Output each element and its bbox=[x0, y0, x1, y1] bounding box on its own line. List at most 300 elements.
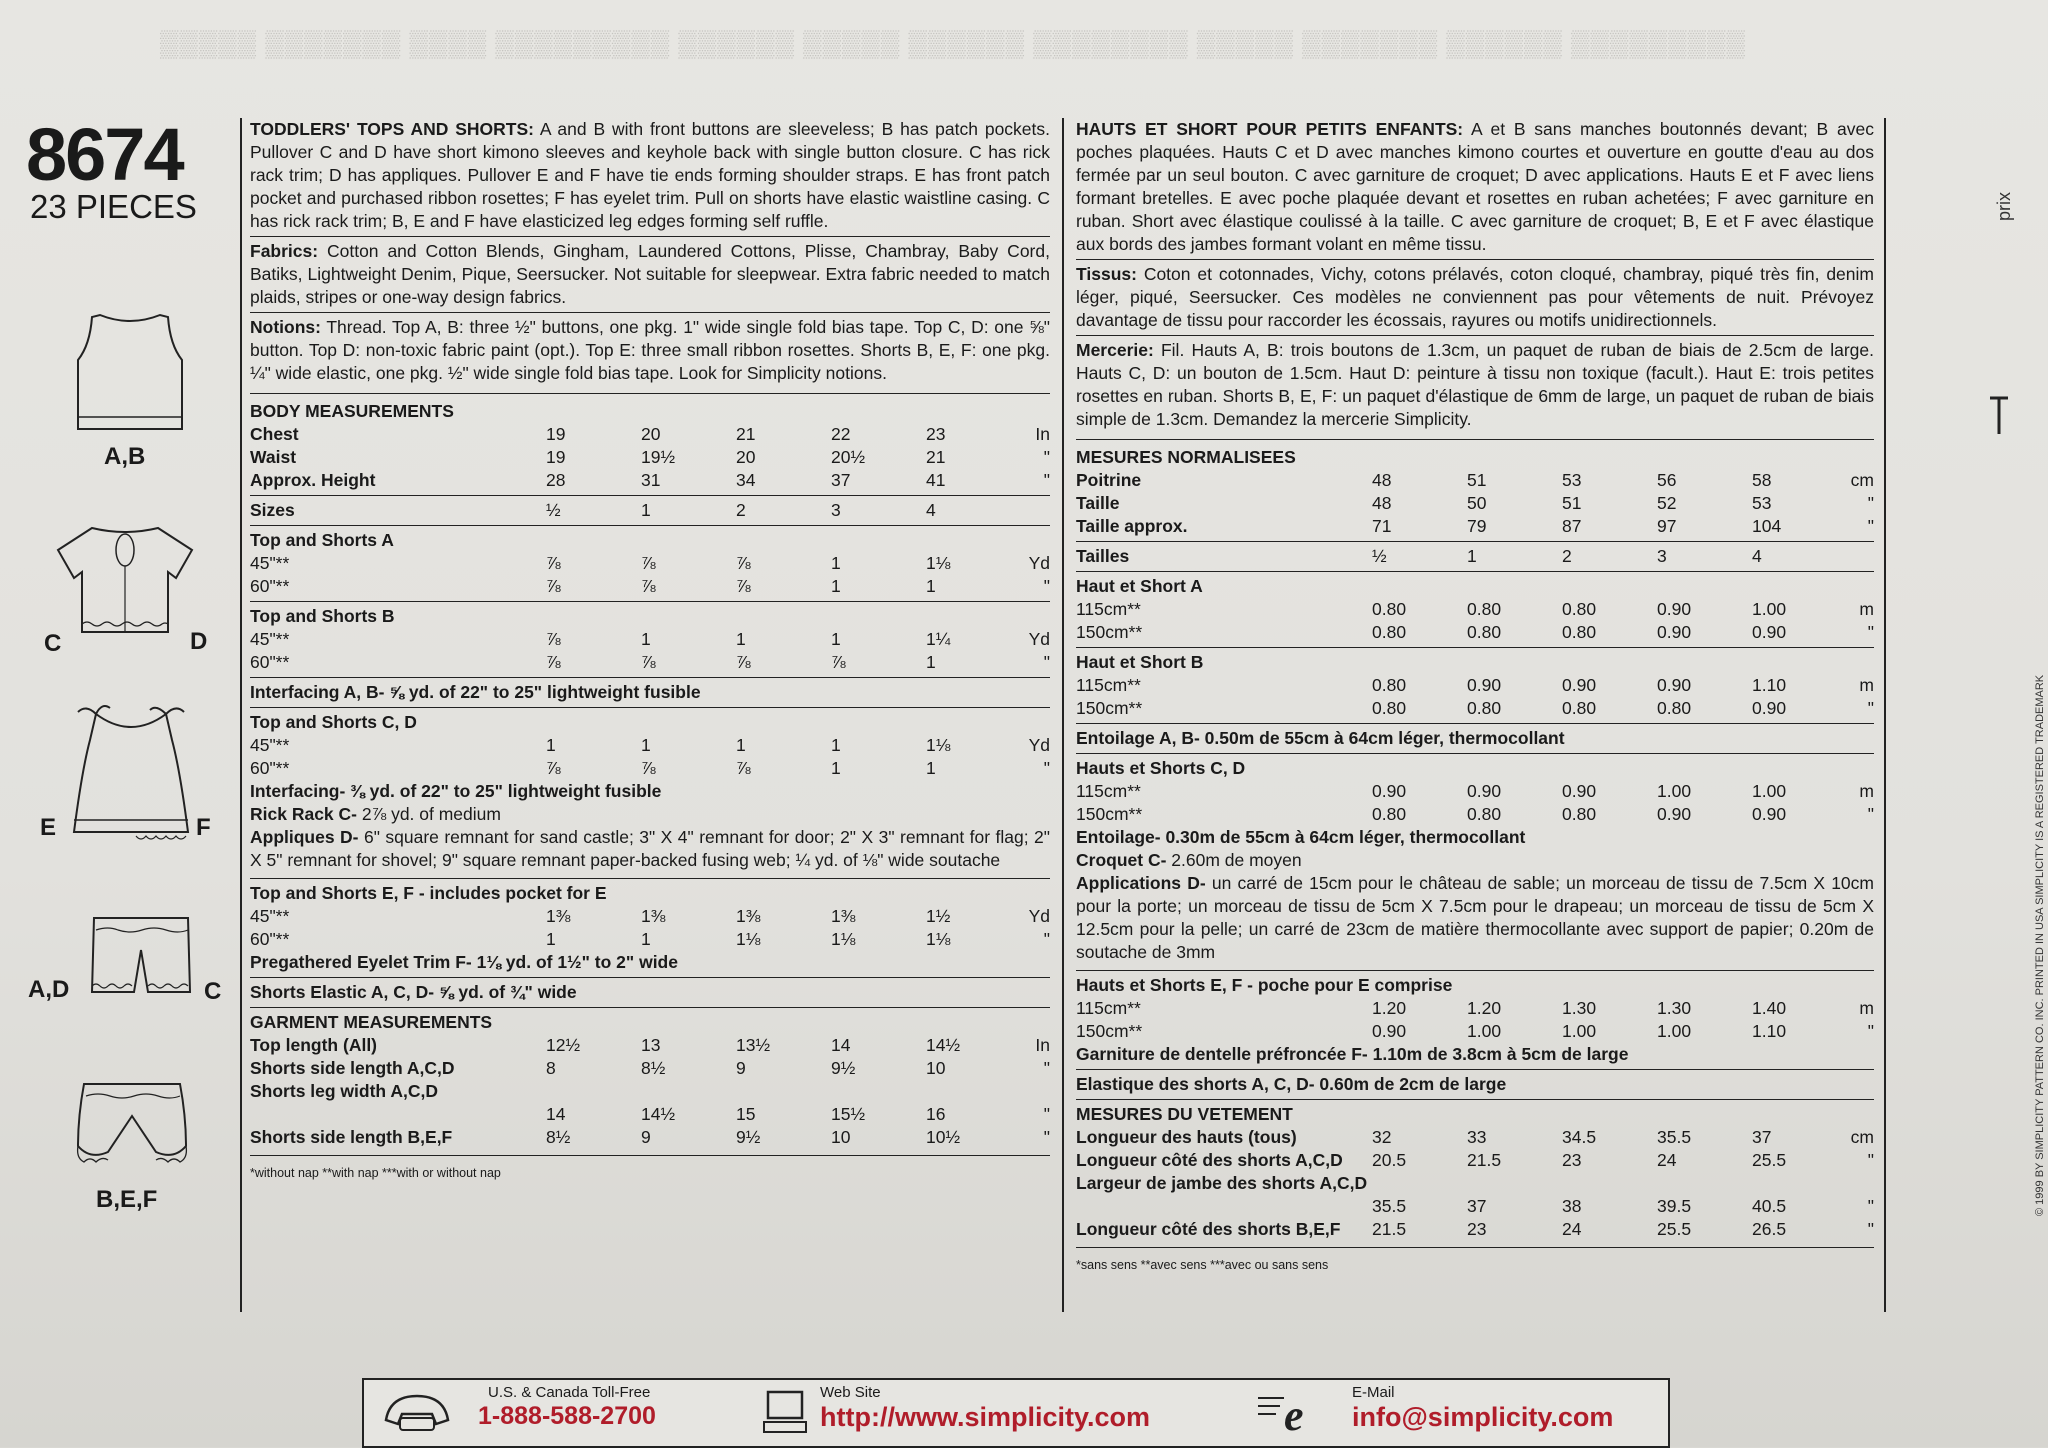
fr-top-cd-title: Hauts et Shorts C, D bbox=[1076, 758, 1246, 778]
value-cell: 0.90 bbox=[1562, 675, 1597, 695]
unit-cell bbox=[1021, 1080, 1050, 1103]
size-cell: ½ bbox=[1372, 546, 1387, 566]
row-label: 60"** bbox=[250, 929, 290, 949]
divider bbox=[250, 1007, 1050, 1008]
value-cell bbox=[546, 1080, 641, 1103]
unit-cell: cm bbox=[1850, 470, 1874, 490]
fr-top-b-table bbox=[1076, 674, 1874, 720]
en-elastic: Shorts Elastic A, C, D- ⅝ yd. of ¾" wide bbox=[250, 982, 577, 1002]
value-cell: 0.90 bbox=[1657, 804, 1692, 824]
value-cell: 38 bbox=[1562, 1196, 1582, 1216]
value-cell: 0.90 bbox=[1752, 804, 1787, 824]
fr-top-b-title: Haut et Short B bbox=[1076, 652, 1204, 672]
unit-cell: " bbox=[1867, 1196, 1874, 1216]
table-row bbox=[250, 734, 1050, 757]
value-cell: ⅞ bbox=[641, 758, 656, 778]
fr-desc-title: HAUTS ET SHORT POUR PETITS ENFANTS: bbox=[1076, 119, 1464, 139]
unit-cell: " bbox=[1043, 1127, 1050, 1147]
value-cell: 0.80 bbox=[1467, 698, 1502, 718]
email-address[interactable]: info@simplicity.com bbox=[1352, 1402, 1614, 1432]
row-label: Longueur des hauts (tous) bbox=[1076, 1127, 1297, 1147]
value-cell: 26.5 bbox=[1752, 1219, 1787, 1239]
en-rickrack-text: 2⅞ yd. of medium bbox=[361, 804, 501, 824]
value-cell: 8 bbox=[546, 1058, 556, 1078]
fr-elastic: Elastique des shorts A, C, D- 0.60m de 2cm de large bbox=[1076, 1074, 1507, 1094]
value-cell: 23 bbox=[1467, 1219, 1487, 1239]
unit-cell: " bbox=[1867, 516, 1874, 536]
sizes-row bbox=[250, 499, 1050, 522]
en-top-b-title: Top and Shorts B bbox=[250, 606, 395, 626]
fr-eyelet: Garniture de dentelle préfroncée F- 1.10m de 3.8cm à 5cm de large bbox=[1076, 1044, 1629, 1064]
fr-rickrack bbox=[1076, 849, 1874, 872]
row-label: Chest bbox=[250, 424, 299, 444]
fr-top-ab-table bbox=[1076, 598, 1874, 644]
value-cell: 1⅜ bbox=[831, 906, 856, 926]
email-label: E-Mail bbox=[1352, 1384, 1395, 1401]
value-cell: 0.90 bbox=[1657, 622, 1692, 642]
en-notions-label: Notions: bbox=[250, 317, 321, 337]
en-body-table bbox=[250, 423, 1050, 492]
value-cell: 22 bbox=[831, 424, 851, 444]
unit-cell: " bbox=[1043, 1104, 1050, 1124]
unit-cell: Yd bbox=[1028, 735, 1050, 755]
value-cell: 1⅛ bbox=[926, 553, 951, 573]
value-cell: 0.90 bbox=[1467, 781, 1502, 801]
view-label-ab: A,B bbox=[104, 443, 146, 470]
value-cell: 1⅛ bbox=[926, 735, 951, 755]
view-label-c: C bbox=[44, 630, 62, 657]
row-label: Poitrine bbox=[1076, 470, 1142, 490]
en-appliques-text: 6" square remnant for sand castle; 3" X 4" remnant for door; 2" X 3" remnant for flag; 2" X 5" remnant for shovel; 9" square remnant paper-backed fusing web; ¼ yd. of ⅛" wide soutache bbox=[250, 827, 1050, 870]
size-cell: 1 bbox=[1467, 546, 1477, 566]
view-label-d: D bbox=[190, 628, 208, 655]
table-row bbox=[250, 1126, 1050, 1149]
value-cell: 14½ bbox=[926, 1035, 961, 1055]
value-cell: 0.80 bbox=[1562, 622, 1597, 642]
table-row bbox=[1076, 997, 1874, 1020]
value-cell: 1 bbox=[926, 758, 936, 778]
table-row bbox=[1076, 1218, 1874, 1241]
value-cell: 13 bbox=[641, 1035, 661, 1055]
table-row bbox=[250, 446, 1050, 469]
value-cell: 1 bbox=[736, 629, 746, 649]
prix-label: prix bbox=[1994, 191, 2015, 222]
table-row bbox=[250, 928, 1050, 951]
value-cell: 9 bbox=[736, 1058, 746, 1078]
table-row bbox=[1076, 1195, 1874, 1218]
divider bbox=[1076, 970, 1874, 971]
row-label: 115cm** bbox=[1076, 998, 1141, 1018]
unit-cell: m bbox=[1859, 599, 1874, 619]
divider bbox=[250, 495, 1050, 496]
value-cell: 1 bbox=[831, 629, 841, 649]
view-label-ad: A,D bbox=[28, 976, 70, 1003]
value-cell: 20 bbox=[641, 424, 661, 444]
fr-fabrics-text: Coton et cotonnades, Vichy, cotons prélavés, coton cloqué, chambray, piqué très fin, denim léger, piqué, Seersucker. Ces modèles ne conviennent pas pour vêtements de nuit. Prévoyez davantage de tissu pour raccorder les écossais, rayures ou motifs unidirectionnels. bbox=[1076, 264, 1874, 330]
value-cell: 1 bbox=[736, 735, 746, 755]
divider bbox=[1076, 335, 1874, 336]
value-cell: 104 bbox=[1752, 516, 1782, 536]
divider bbox=[1076, 571, 1874, 572]
en-top-ab-table bbox=[250, 552, 1050, 598]
en-notions-text: Thread. Top A, B: three ½" buttons, one pkg. 1" wide single fold bias tape. Top C, D: one ⅝" button. Top D: non-toxic fabric paint (opt.). Top E: three small ribbon rosettes. Shorts B, E, F: one pkg. ¼" wide elastic, one pkg. ½" wide single fold bias tape. Look for Simplicity notions. bbox=[250, 317, 1051, 383]
value-cell: ⅞ bbox=[546, 629, 561, 649]
value-cell: 1 bbox=[546, 929, 556, 949]
svg-text:e: e bbox=[1284, 1391, 1304, 1440]
fr-fabrics-label: Tissus: bbox=[1076, 264, 1137, 284]
row-label: 45"** bbox=[250, 906, 290, 926]
value-cell: 1 bbox=[926, 576, 936, 596]
value-cell: 15 bbox=[736, 1104, 756, 1124]
en-sizes-label: Sizes bbox=[250, 500, 295, 520]
unit-cell: m bbox=[1859, 781, 1874, 801]
value-cell: 24 bbox=[1657, 1150, 1677, 1170]
fr-appliques-label: Applications D- bbox=[1076, 873, 1206, 893]
row-label: Taille approx. bbox=[1076, 516, 1188, 536]
row-label: 45"** bbox=[250, 735, 290, 755]
row-label: Longueur côté des shorts A,C,D bbox=[1076, 1150, 1343, 1170]
value-cell: 52 bbox=[1657, 493, 1677, 513]
fr-notions-text: Fil. Hauts A, B: trois boutons de 1.3cm, un paquet de ruban de biais de 2.5cm de large. Hauts C, D: un bouton de 1.5cm. Haut D: peinture à tissu non toxique (facult.). Haut E: trois petites rosettes en ruban. Shorts B, E, F: un paquet d'élastique de 6mm de large, un paquet de ruban de biais simple de 1.3cm. Demandez la mercerie Simplicity. bbox=[1076, 340, 1874, 429]
fr-footnote: *sans sens **avec sens ***avec ou sans sens bbox=[1076, 1258, 1329, 1272]
value-cell: 48 bbox=[1372, 470, 1392, 490]
unit-cell: " bbox=[1043, 652, 1050, 672]
view-label-c2: C bbox=[204, 978, 222, 1005]
fr-appliques bbox=[1076, 872, 1874, 964]
value-cell: 48 bbox=[1372, 493, 1392, 513]
value-cell: 0.90 bbox=[1752, 622, 1787, 642]
fr-top-cd-table bbox=[1076, 780, 1874, 826]
fr-top-ef-title: Hauts et Shorts E, F - poche pour E comprise bbox=[1076, 975, 1453, 995]
table-row bbox=[1076, 469, 1874, 492]
unit-cell: m bbox=[1859, 998, 1874, 1018]
phone-number: 1-888-588-2700 bbox=[478, 1402, 656, 1430]
divider bbox=[250, 393, 1050, 394]
unit-cell: " bbox=[1043, 576, 1050, 596]
value-cell: 53 bbox=[1752, 493, 1772, 513]
en-top-b-table bbox=[250, 628, 1050, 674]
divider bbox=[1076, 1099, 1874, 1100]
value-cell: 0.90 bbox=[1467, 675, 1502, 695]
value-cell: 1.10 bbox=[1752, 675, 1787, 695]
value-cell: 32 bbox=[1372, 1127, 1392, 1147]
value-cell bbox=[1467, 1172, 1562, 1195]
fr-body-table bbox=[1076, 469, 1874, 538]
unit-cell: Yd bbox=[1028, 906, 1050, 926]
divider bbox=[250, 977, 1050, 978]
unit-cell: Yd bbox=[1028, 553, 1050, 573]
divider bbox=[1076, 647, 1874, 648]
value-cell: 0.80 bbox=[1372, 675, 1407, 695]
en-top-ab-title: Top and Shorts A bbox=[250, 530, 394, 550]
divider bbox=[250, 707, 1050, 708]
value-cell: 21 bbox=[736, 424, 756, 444]
value-cell: 0.80 bbox=[1372, 622, 1407, 642]
contact-banner bbox=[362, 1378, 1670, 1448]
unit-cell: In bbox=[1035, 424, 1050, 444]
value-cell: 20.5 bbox=[1372, 1150, 1407, 1170]
table-row bbox=[250, 905, 1050, 928]
top-cd-illustration bbox=[52, 520, 198, 640]
value-cell: 1.40 bbox=[1752, 998, 1787, 1018]
table-row bbox=[250, 651, 1050, 674]
value-cell: 15½ bbox=[831, 1104, 866, 1124]
fr-sizes-label: Tailles bbox=[1076, 546, 1130, 566]
fr-top-ef-table bbox=[1076, 997, 1874, 1043]
row-label: 150cm** bbox=[1076, 1021, 1143, 1041]
value-cell: 1.20 bbox=[1372, 998, 1407, 1018]
value-cell: 1 bbox=[641, 629, 651, 649]
value-cell: 0.80 bbox=[1372, 698, 1407, 718]
divider bbox=[250, 1155, 1050, 1156]
unit-cell: " bbox=[1043, 758, 1050, 778]
fr-garment-table bbox=[1076, 1126, 1874, 1241]
value-cell: 1.30 bbox=[1562, 998, 1597, 1018]
en-notions bbox=[250, 316, 1050, 385]
fr-desc-text: A et B sans manches boutonnés devant; B avec poches plaquées. Hauts C et D avec manches kimono courtes et ouverture en goutte d'eau au dos fermée par un seul bouton. C avec garniture de croquet; D avec applications. Hauts E et F avec liens formant bretelles. E avec poche plaquée devant et rosettes en ruban achetées; F avec garniture en ruban. Short avec élastique coulissé à la taille. C avec garniture de croquet; B, E et F avec élastique aux bords des jambes formant volant en même tissu. bbox=[1076, 119, 1874, 254]
unit-cell: " bbox=[1867, 698, 1874, 718]
value-cell: 35.5 bbox=[1657, 1127, 1692, 1147]
value-cell: 1.20 bbox=[1467, 998, 1502, 1018]
row-label: Waist bbox=[250, 447, 297, 467]
table-row bbox=[1076, 803, 1874, 826]
unit-cell: " bbox=[1867, 804, 1874, 824]
value-cell bbox=[1562, 1172, 1657, 1195]
divider bbox=[250, 601, 1050, 602]
table-row bbox=[1076, 621, 1874, 644]
unit-cell: " bbox=[1043, 929, 1050, 949]
fr-sizes-table bbox=[1076, 545, 1874, 568]
divider bbox=[1076, 1247, 1874, 1248]
value-cell: ⅞ bbox=[546, 553, 561, 573]
value-cell: 12½ bbox=[546, 1035, 581, 1055]
value-cell: 1 bbox=[641, 929, 651, 949]
value-cell: 51 bbox=[1467, 470, 1487, 490]
value-cell: 9½ bbox=[736, 1127, 761, 1147]
value-cell bbox=[641, 1080, 736, 1103]
value-cell: ⅞ bbox=[641, 652, 656, 672]
table-row bbox=[1076, 697, 1874, 720]
value-cell: 13½ bbox=[736, 1035, 771, 1055]
shorts-acd-illustration bbox=[88, 910, 194, 1006]
value-cell: 1 bbox=[831, 735, 841, 755]
value-cell: 0.80 bbox=[1657, 698, 1692, 718]
value-cell: 21.5 bbox=[1467, 1150, 1502, 1170]
value-cell: 0.90 bbox=[1562, 781, 1597, 801]
faded-header-strip: ▒▒▒▒▒ ▒▒▒▒▒▒▒ ▒▒▒▒ ▒▒▒▒▒▒▒▒▒ ▒▒▒▒▒▒ ▒▒▒▒▒ ▒▒▒▒▒▒ ▒▒▒▒▒▒▒▒ ▒▒▒▒▒ ▒▒▒▒▒▒▒ ▒▒▒▒▒▒ ▒▒▒▒▒▒▒▒▒ bbox=[160, 28, 1746, 58]
en-description bbox=[250, 118, 1050, 233]
value-cell: 58 bbox=[1752, 470, 1772, 490]
en-appliques-label: Appliques D- bbox=[250, 827, 359, 847]
phone-label: U.S. & Canada Toll-Free bbox=[488, 1384, 651, 1401]
row-label: 150cm** bbox=[1076, 622, 1143, 642]
row-label bbox=[250, 1103, 546, 1126]
size-cell: 3 bbox=[831, 500, 841, 520]
top-ab-illustration bbox=[70, 305, 190, 435]
value-cell: ⅞ bbox=[831, 652, 846, 672]
fr-interfacing-ab: Entoilage A, B- 0.50m de 55cm à 64cm léger, thermocollant bbox=[1076, 728, 1565, 748]
table-row bbox=[1076, 674, 1874, 697]
value-cell: 23 bbox=[1562, 1150, 1582, 1170]
value-cell: 35.5 bbox=[1372, 1196, 1407, 1216]
divider bbox=[250, 878, 1050, 879]
row-label: Shorts leg width A,C,D bbox=[250, 1081, 438, 1101]
value-cell: 31 bbox=[641, 470, 661, 490]
value-cell: 34.5 bbox=[1562, 1127, 1597, 1147]
value-cell: 0.80 bbox=[1372, 599, 1407, 619]
fr-notions-label: Mercerie: bbox=[1076, 340, 1154, 360]
en-appliques bbox=[250, 826, 1050, 872]
en-rickrack bbox=[250, 803, 1050, 826]
value-cell: 1.30 bbox=[1657, 998, 1692, 1018]
value-cell: 50 bbox=[1467, 493, 1487, 513]
value-cell: 20½ bbox=[831, 447, 866, 467]
copyright-text: © 1999 BY SIMPLICITY PATTERN CO. INC. PRINTED IN USA SIMPLICITY IS A REGISTERED TRADEMARK bbox=[2034, 674, 2046, 1216]
value-cell: 0.90 bbox=[1752, 698, 1787, 718]
fr-body-title: MESURES NORMALISEES bbox=[1076, 447, 1296, 467]
row-label: Largeur de jambe des shorts A,C,D bbox=[1076, 1173, 1368, 1193]
table-row bbox=[250, 1103, 1050, 1126]
value-cell: 10 bbox=[831, 1127, 851, 1147]
en-eyelet: Pregathered Eyelet Trim F- 1⅛ yd. of 1½" to 2" wide bbox=[250, 952, 678, 972]
fr-fabrics bbox=[1076, 263, 1874, 332]
value-cell: 79 bbox=[1467, 516, 1487, 536]
row-label: 45"** bbox=[250, 553, 290, 573]
table-row bbox=[250, 757, 1050, 780]
value-cell: 1⅛ bbox=[926, 929, 951, 949]
value-cell: 16 bbox=[926, 1104, 946, 1124]
row-label: 150cm** bbox=[1076, 698, 1143, 718]
row-label: 115cm** bbox=[1076, 599, 1141, 619]
value-cell: 9½ bbox=[831, 1058, 856, 1078]
table-row bbox=[250, 423, 1050, 446]
en-rickrack-label: Rick Rack C- bbox=[250, 804, 357, 824]
pattern-number: 8674 bbox=[26, 113, 183, 196]
en-footnote: *without nap **with nap ***with or without nap bbox=[250, 1166, 501, 1180]
value-cell: 97 bbox=[1657, 516, 1677, 536]
value-cell: 0.90 bbox=[1372, 781, 1407, 801]
divider bbox=[250, 312, 1050, 313]
value-cell: 0.80 bbox=[1467, 622, 1502, 642]
value-cell: 1⅜ bbox=[736, 906, 761, 926]
unit-cell: " bbox=[1867, 1219, 1874, 1239]
table-row bbox=[1076, 1126, 1874, 1149]
fr-rickrack-text: 2.60m de moyen bbox=[1171, 850, 1302, 870]
table-row bbox=[1076, 515, 1874, 538]
top-ef-illustration bbox=[66, 700, 196, 850]
value-cell: 19 bbox=[546, 447, 566, 467]
en-top-ef-table bbox=[250, 905, 1050, 951]
cut-mark-icon bbox=[1984, 390, 2014, 440]
value-cell bbox=[1657, 1172, 1752, 1195]
unit-cell: In bbox=[1035, 1035, 1050, 1055]
value-cell: 0.90 bbox=[1372, 1021, 1407, 1041]
value-cell: 1¼ bbox=[926, 629, 951, 649]
table-row bbox=[1076, 1172, 1874, 1195]
value-cell: 19 bbox=[546, 424, 566, 444]
divider bbox=[1076, 1069, 1874, 1070]
value-cell: 0.80 bbox=[1467, 804, 1502, 824]
value-cell: ⅞ bbox=[736, 758, 751, 778]
en-fabrics-label: Fabrics: bbox=[250, 241, 319, 261]
fr-notions bbox=[1076, 339, 1874, 431]
value-cell: 1.00 bbox=[1752, 781, 1787, 801]
value-cell: 19½ bbox=[641, 447, 676, 467]
value-cell: 41 bbox=[926, 470, 946, 490]
table-row bbox=[1076, 1149, 1874, 1172]
fr-top-ab-title: Haut et Short A bbox=[1076, 576, 1203, 596]
en-desc-text: A and B with front buttons are sleeveless; B has patch pockets. Pullover C and D have short kimono sleeves and keyhole back with single button closure. C has rick rack trim; D has appliques. Pullover E and F have tie ends forming shoulder straps. E has front patch pocket and purchased ribbon rosettes; F has eyelet trim. Pull on shorts have elastic waistline casing. C has rick rack trim; B, E and F have elasticized leg edges forming self ruffle. bbox=[250, 119, 1051, 231]
value-cell: ⅞ bbox=[736, 652, 751, 672]
unit-cell: " bbox=[1867, 1150, 1874, 1170]
value-cell: 0.90 bbox=[1657, 599, 1692, 619]
divider bbox=[250, 525, 1050, 526]
row-label: Shorts side length A,C,D bbox=[250, 1058, 455, 1078]
value-cell: 14 bbox=[831, 1035, 851, 1055]
row-label: 115cm** bbox=[1076, 675, 1141, 695]
row-label: Shorts side length B,E,F bbox=[250, 1127, 453, 1147]
french-column bbox=[1076, 118, 1874, 1277]
value-cell bbox=[926, 1080, 1021, 1103]
unit-cell: " bbox=[1043, 1058, 1050, 1078]
view-label-f: F bbox=[196, 814, 211, 841]
value-cell: 24 bbox=[1562, 1219, 1582, 1239]
value-cell: 25.5 bbox=[1752, 1150, 1787, 1170]
value-cell: 71 bbox=[1372, 516, 1392, 536]
table-row bbox=[250, 628, 1050, 651]
view-label-e: E bbox=[40, 814, 57, 841]
value-cell: 28 bbox=[546, 470, 566, 490]
row-label: 60"** bbox=[250, 758, 290, 778]
unit-cell: " bbox=[1043, 470, 1050, 490]
value-cell: 0.80 bbox=[1562, 804, 1597, 824]
value-cell: 1 bbox=[831, 576, 841, 596]
value-cell: ⅞ bbox=[736, 553, 751, 573]
value-cell: 1⅜ bbox=[546, 906, 571, 926]
table-row bbox=[250, 575, 1050, 598]
value-cell: 87 bbox=[1562, 516, 1582, 536]
web-url[interactable]: http://www.simplicity.com bbox=[820, 1402, 1151, 1432]
row-label: Approx. Height bbox=[250, 470, 376, 490]
en-garment-title: GARMENT MEASUREMENTS bbox=[250, 1012, 493, 1032]
value-cell: 40.5 bbox=[1752, 1196, 1787, 1216]
unit-cell: m bbox=[1859, 675, 1874, 695]
value-cell: 1.00 bbox=[1657, 1021, 1692, 1041]
en-sizes-table bbox=[250, 499, 1050, 522]
row-label: 45"** bbox=[250, 629, 290, 649]
divider bbox=[1076, 753, 1874, 754]
row-label: 115cm** bbox=[1076, 781, 1141, 801]
value-cell: 0.80 bbox=[1562, 698, 1597, 718]
en-body-title: BODY MEASUREMENTS bbox=[250, 401, 454, 421]
value-cell: 23 bbox=[926, 424, 946, 444]
table-row bbox=[250, 1034, 1050, 1057]
value-cell: 1.00 bbox=[1752, 599, 1787, 619]
value-cell: 21.5 bbox=[1372, 1219, 1407, 1239]
en-top-cd-table bbox=[250, 734, 1050, 780]
divider bbox=[1076, 723, 1874, 724]
row-label: Taille bbox=[1076, 493, 1120, 513]
row-label: 150cm** bbox=[1076, 804, 1143, 824]
en-fabrics bbox=[250, 240, 1050, 309]
value-cell: 0.80 bbox=[1467, 599, 1502, 619]
value-cell: 33 bbox=[1467, 1127, 1487, 1147]
value-cell: 1 bbox=[831, 553, 841, 573]
fr-garment-title: MESURES DU VETEMENT bbox=[1076, 1104, 1293, 1124]
value-cell: 20 bbox=[736, 447, 756, 467]
en-top-cd-title: Top and Shorts C, D bbox=[250, 712, 417, 732]
value-cell: 53 bbox=[1562, 470, 1582, 490]
